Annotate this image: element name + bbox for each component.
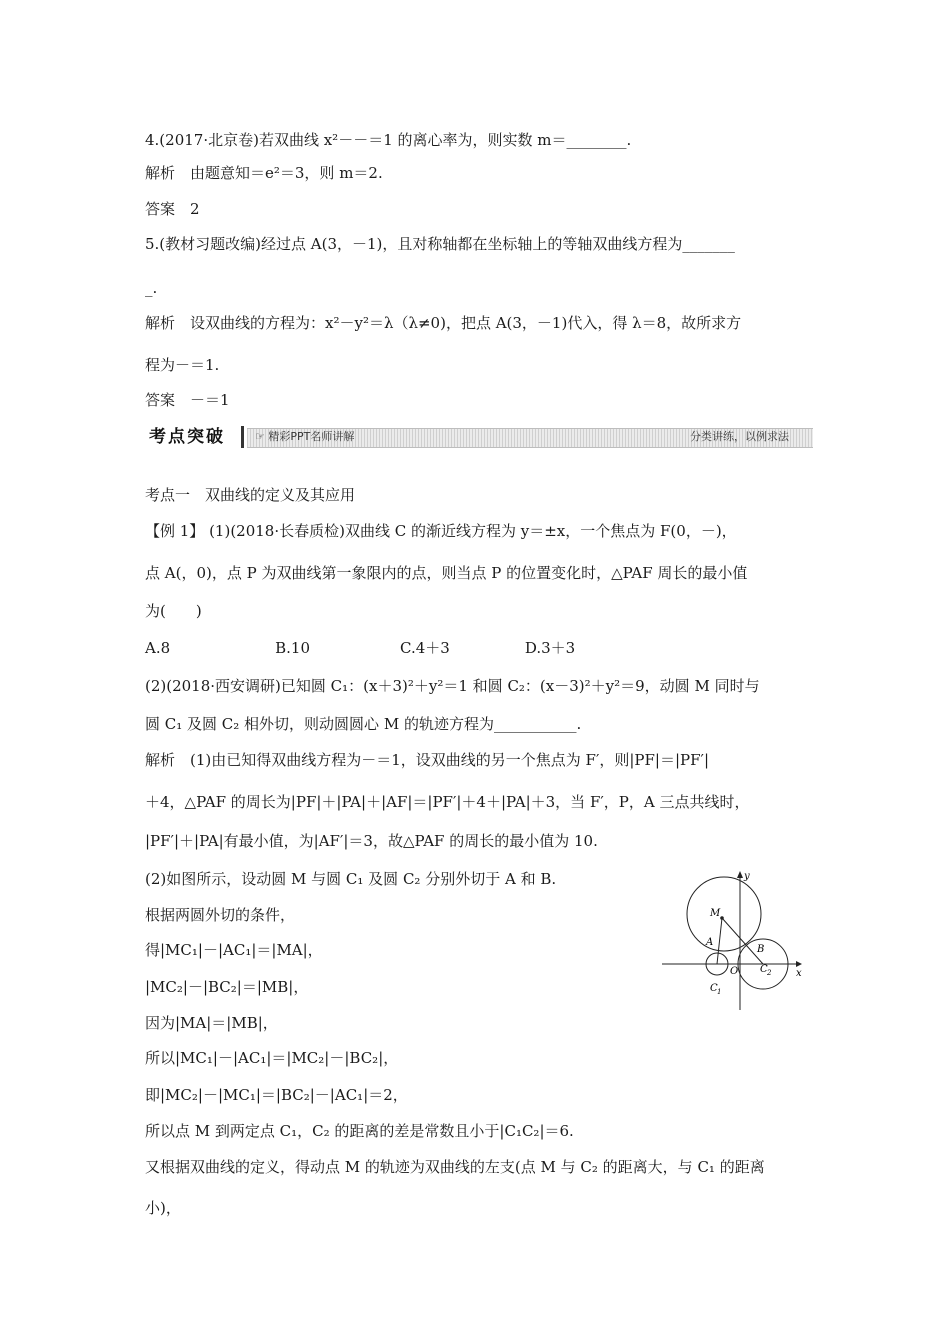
- text-line: 为( ): [145, 602, 202, 620]
- text-line: |PF′|＋|PA|有最小值，为|AF′|＝3，故△PAF 的周长的最小值为 10.: [145, 832, 598, 850]
- text-line: 4.(2017·北京卷)若双曲线 x²－－＝1 的离心率为，则实数 m＝________.: [145, 131, 632, 149]
- segment-mc2: [722, 918, 763, 964]
- diagram-svg: [660, 868, 810, 1013]
- label-c1-sub: 1: [717, 988, 722, 996]
- text-line: 所以|MC₁|－|AC₁|＝|MC₂|－|BC₂|，: [145, 1049, 399, 1067]
- label-b: B: [757, 944, 765, 955]
- text-line: 程为－＝1.: [145, 356, 220, 374]
- banner-right-text: 分类讲练，以例求法: [690, 430, 789, 443]
- label-c2-sub: 2: [767, 969, 772, 977]
- label-m: M: [710, 908, 721, 919]
- text-line: 得|MC₁|－|AC₁|＝|MA|，: [145, 941, 323, 959]
- text-line: |MC₂|－|BC₂|＝|MB|，: [145, 978, 309, 996]
- text-line: 5.(教材习题改编)经过点 A(3，－1)，且对称轴都在坐标轴上的等轴双曲线方程为_______: [145, 235, 735, 253]
- x-axis-arrow: [796, 961, 802, 967]
- text-line: ＋4，△PAF 的周长为|PF|＋|PA|＋|AF|＝|PF′|＋4＋|PA|＋3，当 F′，P，A 三点共线时，: [145, 793, 750, 811]
- text-line: 解析 设双曲线的方程为：x²－y²＝λ（λ≠0)，把点 A(3，－1)代入，得 λ＝8，故所求方: [145, 314, 742, 332]
- point-m: [720, 916, 724, 920]
- label-c2: C: [760, 964, 768, 975]
- text-line: 【例 1】 (1)(2018·长春质检)双曲线 C 的渐近线方程为 y＝±x，一个焦点为 F(0，－)，: [145, 522, 737, 540]
- text-line: A.8 B.10 C.4＋3 D.3＋3: [145, 639, 576, 657]
- text-line: 小)，: [145, 1199, 181, 1217]
- text-line: 考点一 双曲线的定义及其应用: [145, 486, 356, 504]
- y-axis-arrow: [737, 871, 743, 878]
- text-line: 解析 (1)由已知得双曲线方程为－＝1，设双曲线的另一个焦点为 F′，则|PF|＝|PF′|: [145, 751, 709, 769]
- text-line: (2)如图所示，设动圆 M 与圆 C₁ 及圆 C₂ 分别外切于 A 和 B.: [145, 870, 557, 888]
- circle-m: [687, 877, 761, 951]
- text-line: 答案 －＝1: [145, 391, 230, 409]
- label-o: O: [730, 966, 739, 977]
- text-line: 点 A(，0)，点 P 为双曲线第一象限内的点，则当点 P 的位置变化时，△PAF 周长的最小值: [145, 564, 748, 582]
- label-y: y: [744, 871, 750, 882]
- banner-separator: [241, 426, 244, 448]
- segment-mc1: [717, 918, 722, 964]
- text-line: 即|MC₂|－|MC₁|＝|BC₂|－|AC₁|＝2，: [145, 1086, 408, 1104]
- text-line: 答案 2: [145, 200, 200, 218]
- text-line: 圆 C₁ 及圆 C₂ 相外切，则动圆圆心 M 的轨迹方程为___________.: [145, 715, 582, 733]
- label-x: x: [796, 968, 802, 979]
- text-line: _.: [145, 279, 158, 297]
- text-line: 因为|MA|＝|MB|，: [145, 1014, 278, 1032]
- label-a: A: [706, 937, 714, 948]
- text-line: 所以点 M 到两定点 C₁，C₂ 的距离的差是常数且小于|C₁C₂|＝6.: [145, 1122, 574, 1140]
- circle-diagram: [660, 868, 810, 1013]
- banner-subtitle: ☞ 精彩PPT名师讲解: [255, 430, 355, 443]
- label-c1: C: [710, 983, 718, 994]
- banner-tag: 考点突破: [149, 427, 225, 447]
- section-banner: [143, 424, 815, 450]
- text-line: (2)(2018·西安调研)已知圆 C₁：(x＋3)²＋y²＝1 和圆 C₂：(x－3)²＋y²＝9，动圆 M 同时与: [145, 677, 760, 695]
- text-line: 根据两圆外切的条件，: [145, 906, 296, 924]
- text-line: 又根据双曲线的定义，得动点 M 的轨迹为双曲线的左支(点 M 与 C₂ 的距离大，与 C₁ 的距离: [145, 1158, 765, 1176]
- text-line: 解析 由题意知＝e²＝3，则 m＝2.: [145, 164, 383, 182]
